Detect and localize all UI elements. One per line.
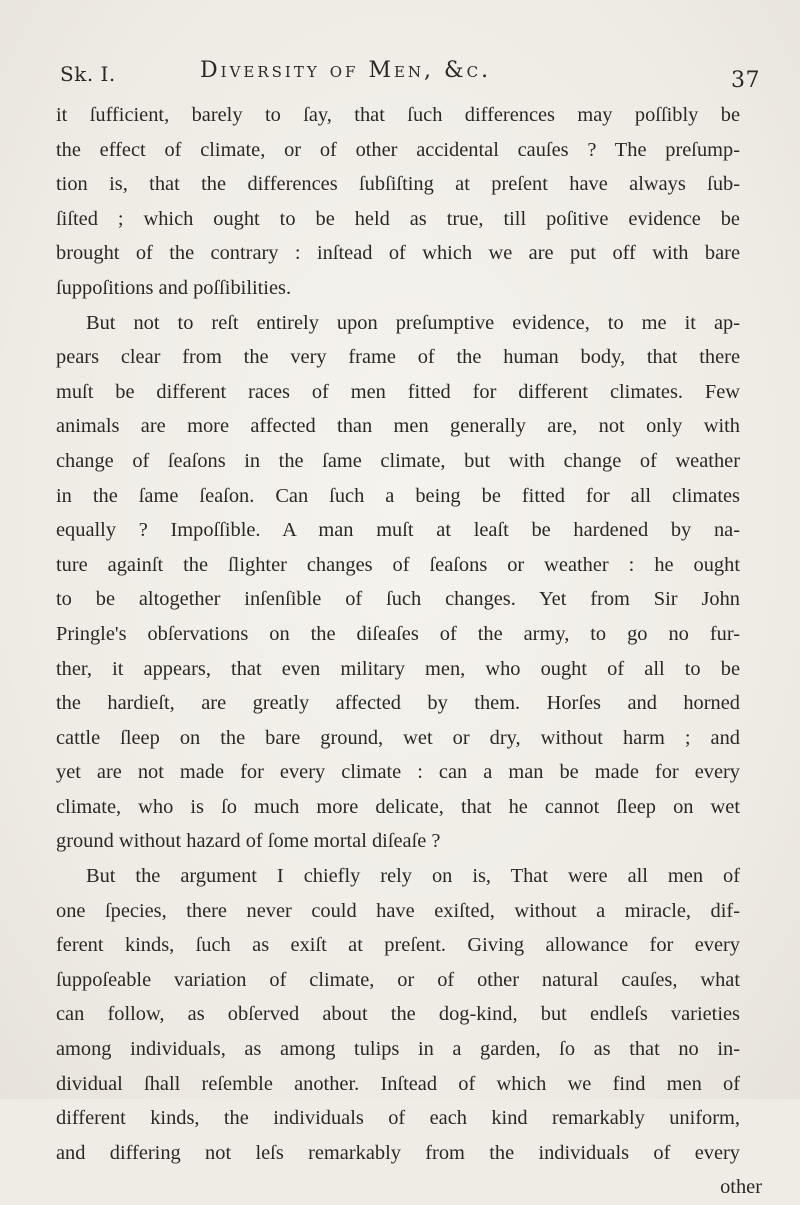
body-text (56, 98, 740, 1170)
text-line: tion is, that the differences ſubſiſting at preſent have always ſub- (56, 173, 740, 196)
text-line: equally ? Impoſſible. A man muſt at leaſt be hardened by na- (56, 519, 740, 542)
running-head (60, 58, 760, 94)
text-line: ther, it appears, that even military men, who ought of all to be (56, 657, 740, 680)
text-line: among individuals, as among tulips in a garden, ſo as that no in- (56, 1038, 740, 1061)
text-line: ſiſted ; which ought to be held as true, till poſitive evidence be (56, 207, 740, 230)
text-line: ground without hazard of ſome mortal diſeaſe ? (56, 830, 441, 853)
section-marker: Sk. I. (60, 62, 116, 86)
text-line: ferent kinds, ſuch as exiſt at preſent. Giving allowance for every (56, 934, 740, 957)
text-line: ſuppoſitions and poſſibilities. (56, 276, 292, 299)
text-line: it ſufficient, barely to ſay, that ſuch differences may poſſibly be (56, 104, 740, 126)
text-line: Pringle's obſervations on the diſeaſes of the army, to go no fur- (56, 622, 740, 645)
text-line: muſt be different races of men fitted for different climates. Few (56, 380, 740, 403)
text-line: different kinds, the individuals of each kind remarkably uniform, (56, 1107, 740, 1130)
page-number: 37 (731, 68, 760, 93)
catchword: other (720, 1176, 762, 1199)
text-line: can follow, as obſerved about the dog-kind, but endleſs varieties (56, 1003, 740, 1026)
text-line: change of ſeaſons in the ſame climate, but with change of weather (56, 449, 740, 472)
text-line: to be altogether inſenſible of ſuch changes. Yet from Sir John (56, 588, 740, 611)
text-line: the hardieſt, are greatly affected by them. Horſes and horned (56, 692, 740, 715)
text-line: But the argument I chiefly rely on is, That were all men of (86, 865, 740, 888)
text-line: and differing not leſs remarkably from the individuals of every (56, 1141, 740, 1164)
text-line: brought of the contrary : inſtead of which we are put off with bare (56, 242, 740, 265)
text-line: yet are not made for every climate : can a man be made for every (56, 761, 740, 784)
text-line: dividual ſhall reſemble another. Inſtead of which we find men of (56, 1072, 740, 1095)
text-line: in the ſame ſeaſon. Can ſuch a being be fitted for all climates (56, 484, 740, 507)
text-line: climate, who is ſo much more delicate, that he cannot ſleep on wet (56, 795, 740, 818)
text-line: ſuppoſeable variation of climate, or of other natural cauſes, what (56, 968, 740, 991)
text-line: the effect of climate, or of other accidental cauſes ? The preſump- (56, 138, 740, 161)
text-line: ture againſt the ſlighter changes of ſeaſons or weather : he ought (56, 553, 740, 576)
running-title: Diversity of Men, &c. (200, 58, 492, 83)
text-line: one ſpecies, there never could have exiſted, without a miracle, dif- (56, 899, 740, 922)
text-line: animals are more affected than men generally are, not only with (56, 415, 740, 438)
text-line: But not to reſt entirely upon preſumptive evidence, to me it ap- (86, 311, 740, 334)
text-line: pears clear from the very frame of the human body, that there (56, 346, 740, 369)
text-line: cattle ſleep on the bare ground, wet or dry, without harm ; and (56, 726, 740, 749)
